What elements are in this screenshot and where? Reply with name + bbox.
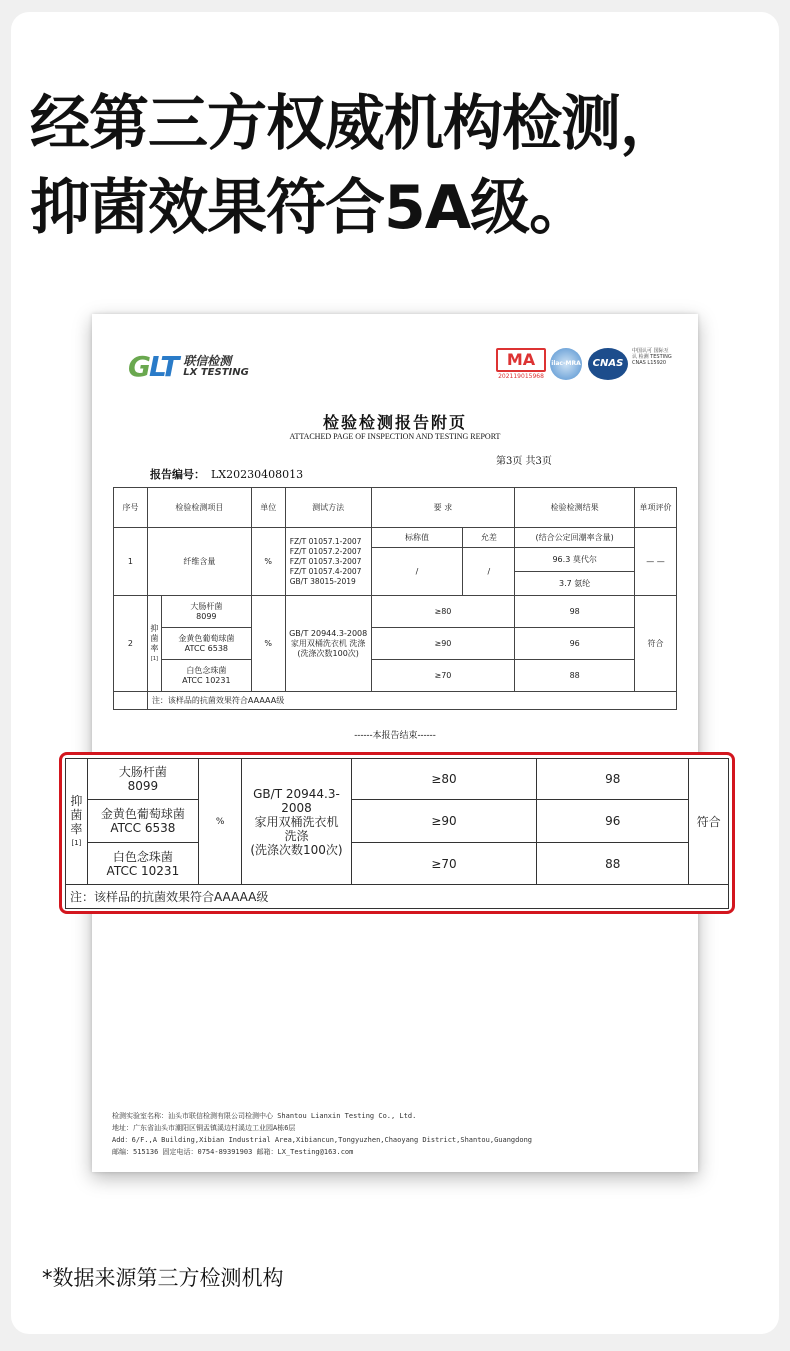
zoom-note: 注：该样品的抗菌效果符合AAAAA级 (66, 885, 729, 909)
row2-result-1: 98 (515, 596, 635, 628)
data-source-note: *数据来源第三方检测机构 (42, 1266, 284, 1290)
row2-item-1: 大肠杆菌 8099 (161, 596, 251, 628)
row1-req-nominal-value: / (371, 548, 463, 596)
row1-req-tolerance-label: 允差 (463, 528, 515, 548)
headline-line-1: 经第三方权威机构检测， (30, 89, 679, 159)
row1-result-1: 96.3 莫代尔 (515, 548, 635, 572)
th-result: 检验检测结果 (515, 488, 635, 528)
row1-eval: — — (635, 528, 677, 596)
th-eval: 单项评价 (635, 488, 677, 528)
report-subtitle: ATTACHED PAGE OF INSPECTION AND TESTING REPORT (289, 432, 501, 441)
zoom-result-2: 96 (537, 800, 689, 843)
cnas-text: 中国认可 国际互认 检测 TESTING CNAS L15920 (632, 348, 672, 366)
footer-address-cn: 地址：广东省汕头市潮阳区铜盂镇溪边村溪边工业园A栋6层 (112, 1124, 296, 1132)
headline-line-2: 抑菌效果符合5A级。 (30, 173, 589, 243)
row1-methods: FZ/T 01057.1-2007 FZ/T 01057.2-2007 FZ/T 01057.3-2007 FZ/T 01057.4-2007 GB/T 38015-2019 (285, 528, 371, 596)
zoom-category: 抑菌率 [1] (66, 759, 88, 885)
cma-mark: MA 202119015968 (496, 348, 546, 380)
zoom-item-1: 大肠杆菌 8099 (87, 759, 198, 800)
lab-logo-mark: GLT (128, 350, 178, 383)
zoom-result-3: 88 (537, 843, 689, 885)
zoom-method: GB/T 20944.3-2008 家用双桶洗衣机 洗涤 (洗涤次数100次) (242, 759, 351, 885)
lab-logo (128, 350, 249, 383)
row1-seq: 1 (114, 528, 148, 596)
row2-req-2: ≥90 (371, 628, 515, 660)
footer-lab-name: 检测实验室名称：汕头市联信检测有限公司检测中心 Shantou Lianxin Testing Co., Ltd. (112, 1112, 417, 1120)
zoom-req-2: ≥90 (351, 800, 537, 843)
cnas-mark: CNAS (588, 348, 628, 380)
headline (30, 82, 750, 250)
report-note: 注：该样品的抗菌效果符合AAAAA级 (147, 692, 676, 710)
row1-result-header: (结合公定回潮率含量) (515, 528, 635, 548)
row2-req-1: ≥80 (371, 596, 515, 628)
row2-item-3: 白色念珠菌 ATCC 10231 (161, 660, 251, 692)
zoom-result-1: 98 (537, 759, 689, 800)
zoomed-table (65, 758, 729, 909)
lab-logo-cn: 联信检测 (183, 353, 232, 368)
test-report-page (92, 314, 698, 1172)
row2-result-2: 96 (515, 628, 635, 660)
row1-unit: % (251, 528, 285, 596)
zoom-item-3: 白色念珠菌 ATCC 10231 (87, 843, 198, 885)
zoom-unit: % (198, 759, 242, 885)
cma-number: 202119015968 (498, 373, 544, 380)
zoom-eval: 符合 (689, 759, 729, 885)
report-footer (112, 1110, 532, 1158)
th-requirement: 要 求 (371, 488, 515, 528)
zoomed-highlight (59, 752, 735, 914)
zoom-req-3: ≥70 (351, 843, 537, 885)
row2-eval: 符合 (635, 596, 677, 692)
report-number: 报告编号： LX20230408013 (150, 468, 304, 481)
row2-req-3: ≥70 (371, 660, 515, 692)
row2-category: 抑菌率 [1] (147, 596, 161, 692)
th-method: 测试方法 (285, 488, 371, 528)
row2-method: GB/T 20944.3-2008 家用双桶洗衣机 洗涤 (洗涤次数100次) (285, 596, 371, 692)
row1-req-nominal-label: 标称值 (371, 528, 463, 548)
report-title: 检验检测报告附页 (322, 413, 467, 432)
report-end-line: ------本报告结束------ (354, 731, 436, 741)
report-page-number: 第3页 共3页 (496, 456, 552, 467)
zoom-item-2: 金黄色葡萄球菌 ATCC 6538 (87, 800, 198, 843)
th-seq: 序号 (114, 488, 148, 528)
ilac-mra-mark: ilac-MRA (550, 348, 582, 380)
th-item: 检验检测项目 (147, 488, 251, 528)
row2-item-2: 金黄色葡萄球菌 ATCC 6538 (161, 628, 251, 660)
row2-seq: 2 (114, 596, 148, 692)
footer-contact: 邮编：515136 固定电话：0754-89391903 邮箱：LX_Testing@163.com (112, 1148, 354, 1156)
row1-item: 纤维含量 (147, 528, 251, 596)
zoom-req-1: ≥80 (351, 759, 537, 800)
row2-result-3: 88 (515, 660, 635, 692)
row1-result-2: 3.7 氨纶 (515, 572, 635, 596)
lab-logo-en: LX TESTING (183, 366, 249, 378)
th-unit: 单位 (251, 488, 285, 528)
report-table (113, 487, 677, 710)
footer-address-en: Add：6/F.,A Building,Xibian Industrial Area,Xibiancun,Tongyuzhen,Chaoyang District,Shantou,Guangdong (112, 1136, 533, 1144)
row1-req-tolerance-value: / (463, 548, 515, 596)
row2-unit: % (251, 596, 285, 692)
